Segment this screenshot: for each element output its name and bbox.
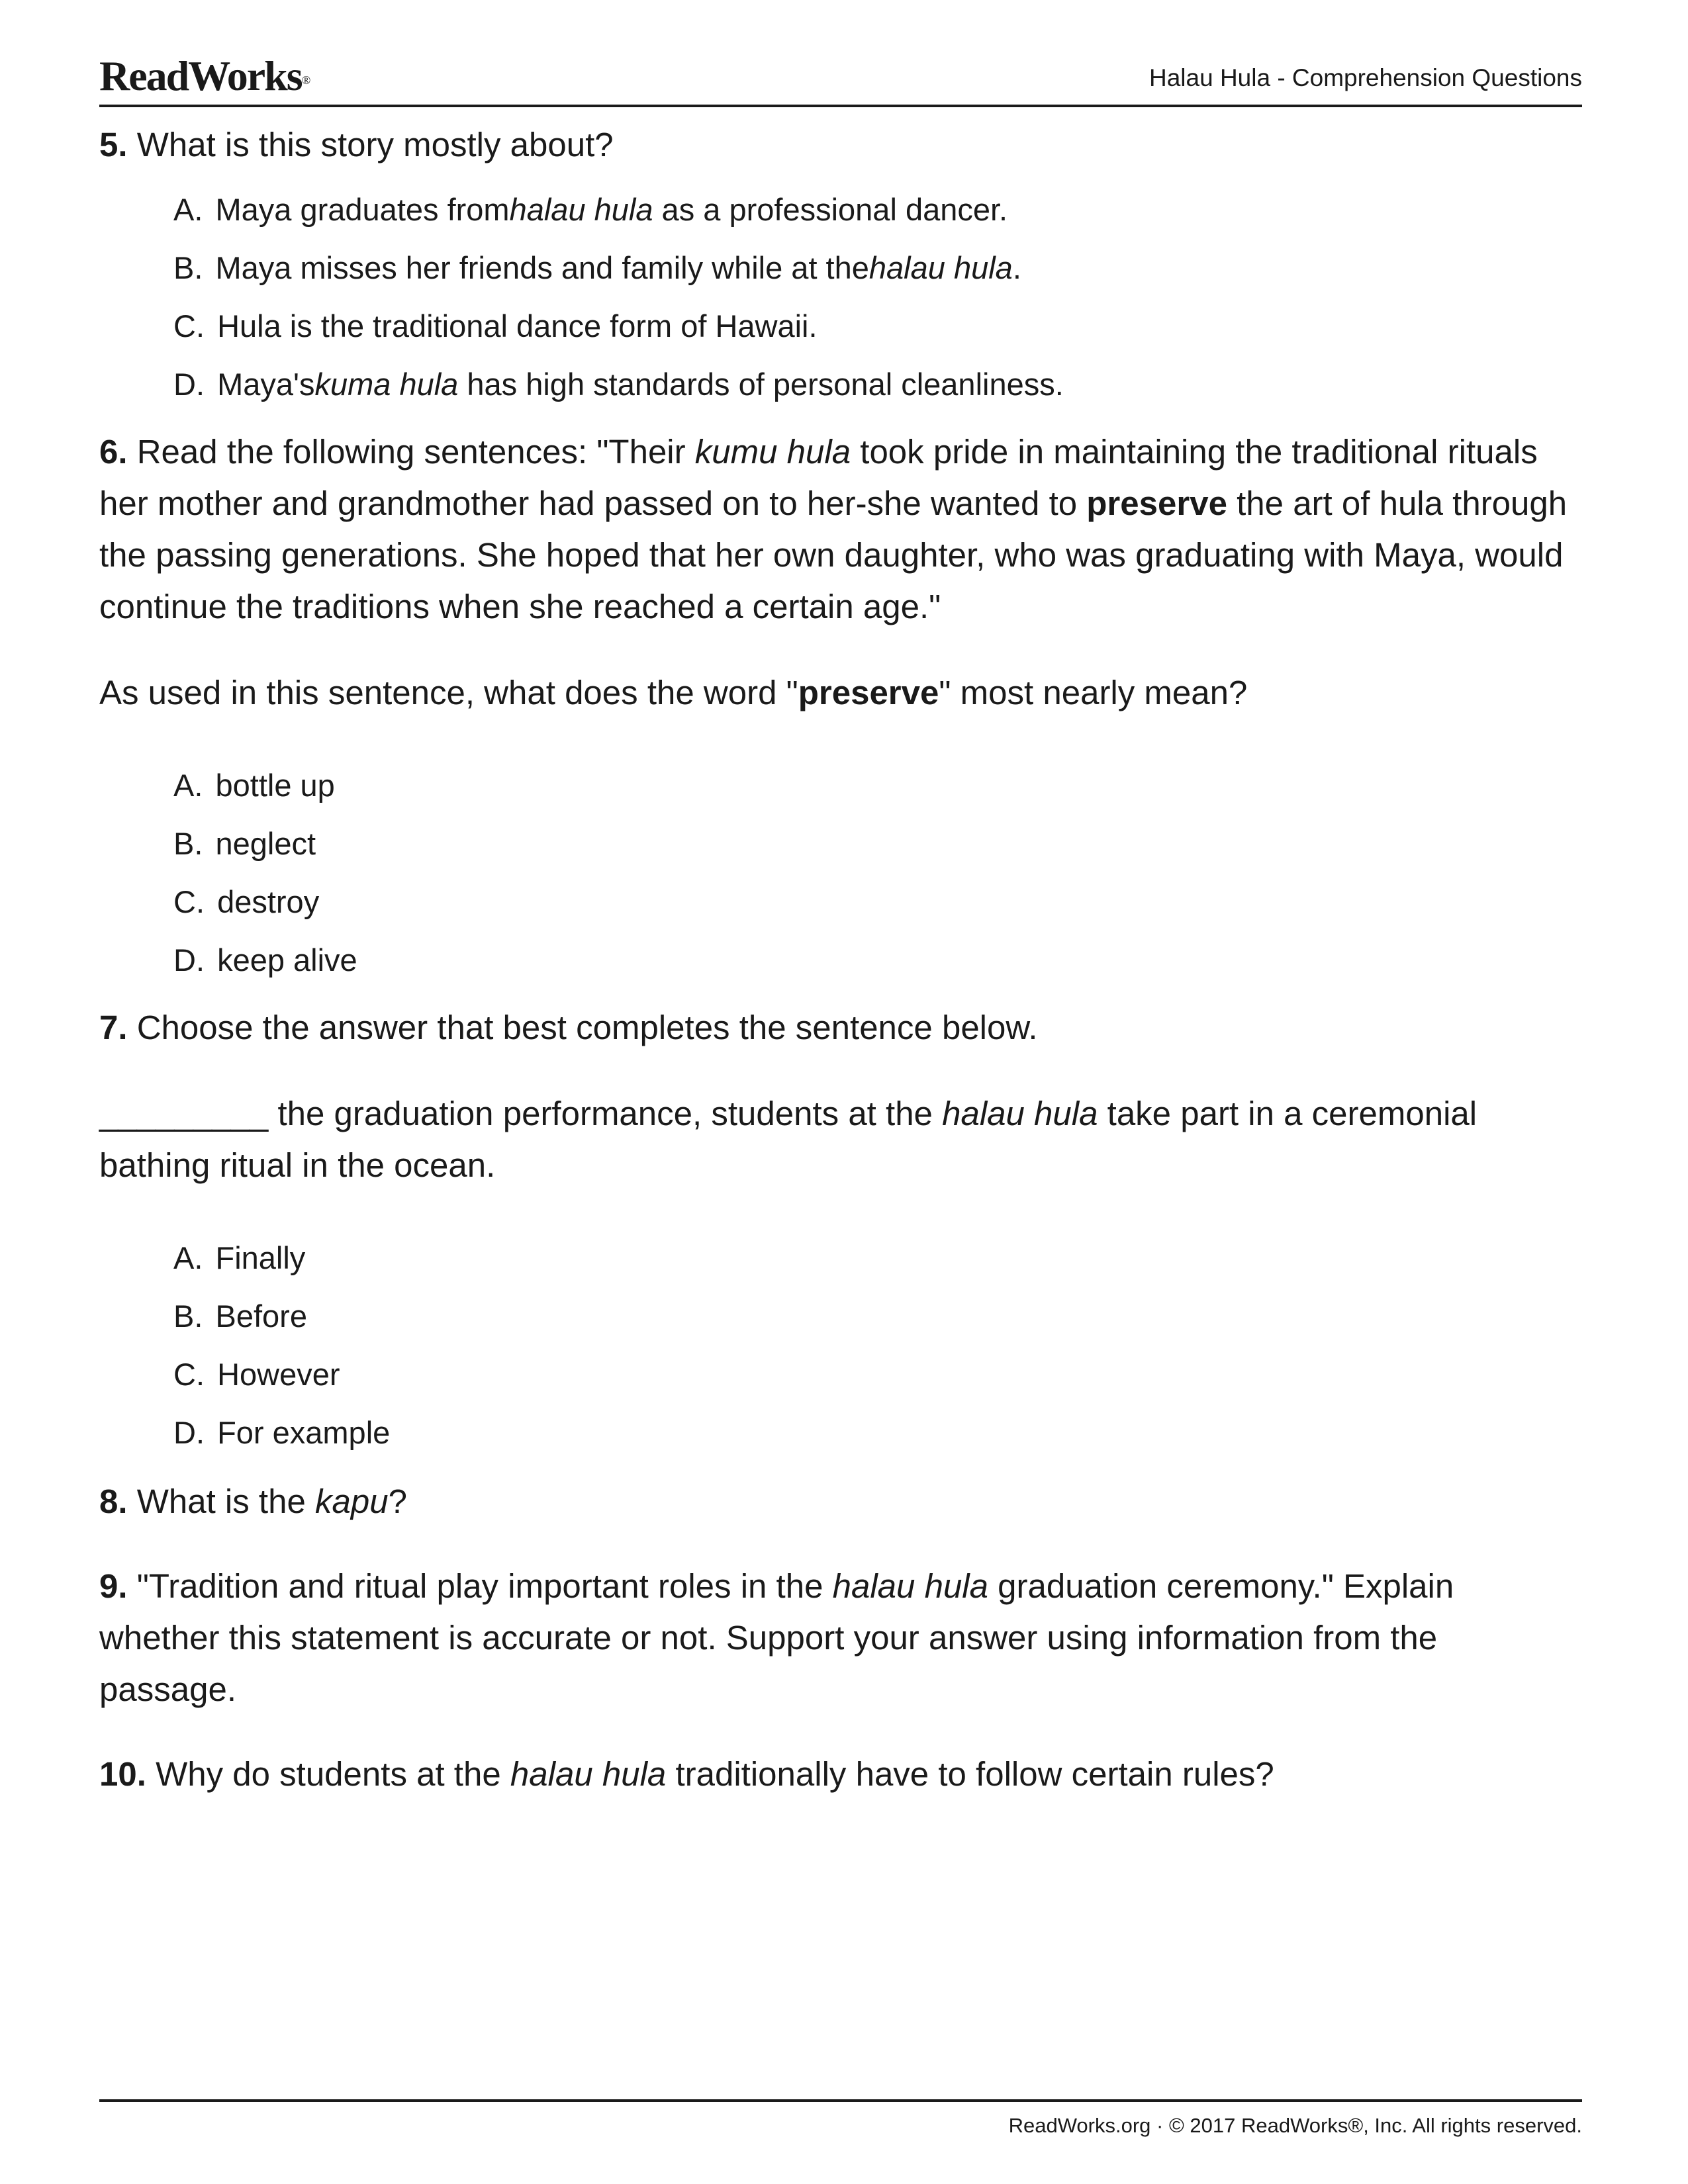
copyright-footer: ReadWorks.org · © 2017 ReadWorks®, Inc. All rights reserved.: [1008, 2114, 1582, 2137]
question-6-option-d[interactable]: D. keep alive: [173, 942, 357, 978]
question-5-option-d[interactable]: D. Maya'skuma hula has high standards of personal cleanliness.: [173, 367, 1064, 402]
questions-content: [99, 119, 1582, 1800]
question-5-option-a[interactable]: A. Maya graduates fromhalau hula as a professional dancer.: [173, 192, 1008, 227]
question-7: [99, 1002, 1582, 1471]
question-5-option-b[interactable]: B. Maya misses her friends and family while at thehalau hula.: [173, 250, 1021, 285]
answer-blank: _________: [99, 1095, 269, 1132]
page-header: [99, 53, 1582, 107]
question-7-option-b[interactable]: B. Before: [173, 1298, 307, 1334]
question-7-option-a[interactable]: A. Finally: [173, 1240, 306, 1275]
question-7-option-d[interactable]: D. For example: [173, 1415, 391, 1450]
question-5: [99, 119, 1582, 422]
question-5-prompt: 5. What is this story mostly about?: [99, 126, 614, 163]
question-7-sentence: _________ the graduation performance, students at the halau hula take part in a ceremonial bathing ritual in the ocean.: [99, 1088, 1582, 1191]
question-7-prompt: 7. Choose the answer that best completes the sentence below.: [99, 1009, 1038, 1046]
question-6-options: [99, 765, 1582, 998]
question-9: 9. "Tradition and ritual play important roles in the halau hula graduation ceremony." Explain whether this statement is accurate or not. Support your answer using information from the passage.: [99, 1567, 1454, 1708]
question-6-option-c[interactable]: C. destroy: [173, 884, 320, 919]
readworks-logo: ReadWorks®: [99, 52, 311, 99]
question-6-option-b[interactable]: B. neglect: [173, 826, 316, 861]
question-5-option-c[interactable]: C. Hula is the traditional dance form of Hawaii.: [173, 308, 818, 343]
question-6: [99, 426, 1582, 998]
question-7-options: [99, 1238, 1582, 1471]
question-8: 8. What is the kapu?: [99, 1482, 407, 1520]
question-7-option-c[interactable]: C. However: [173, 1357, 340, 1392]
footer-divider: [99, 2099, 1582, 2102]
question-6-option-a[interactable]: A. bottle up: [173, 768, 335, 803]
question-5-options: [99, 189, 1582, 422]
worksheet-title: Halau Hula - Comprehension Questions: [1149, 64, 1582, 91]
question-10: 10. Why do students at the halau hula traditionally have to follow certain rules?: [99, 1755, 1274, 1793]
question-6-passage: 6. Read the following sentences: "Their kumu hula took pride in maintaining the traditional rituals her mother and grandmother had passed on to her-she wanted to preserve the art of hula through the passing generations. She hoped that her own daughter, who was graduating with Maya, would continue the traditions when she reached a certain age.": [99, 433, 1568, 625]
question-6-prompt: As used in this sentence, what does the word "preserve" most nearly mean?: [99, 674, 1248, 711]
